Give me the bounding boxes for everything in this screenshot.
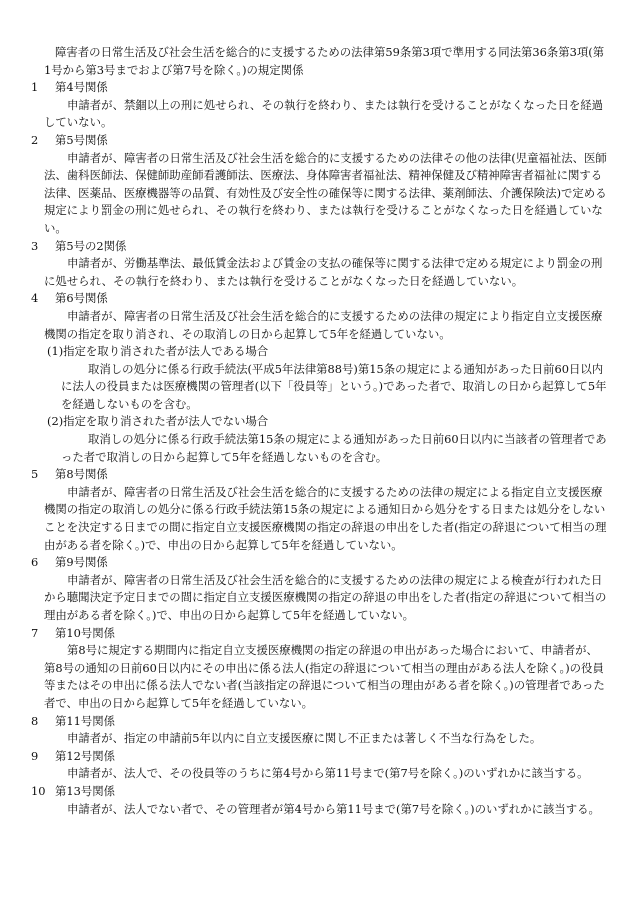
subsection-heading: (2)指定を取り消された者が法人でない場合	[47, 414, 269, 429]
section-heading	[31, 554, 608, 572]
section-title: 第11号関係	[55, 713, 116, 728]
section-heading	[31, 466, 608, 484]
section-heading	[31, 238, 608, 256]
section-number: 2	[31, 132, 39, 147]
section-body: 申請者が、法人でない者で、その管理者が第4号から第11号まで(第7号を除く。)のいずれかに該当する。	[67, 801, 600, 816]
section-body: 申請者が、障害者の日常生活及び社会生活を総合的に支援するための法律その他の法律(児童福祉法、医師法、歯科医師法、保健師助産師看護師法、医療法、身体障害者福祉法、精神保健及び精神障害者福祉に関する法律、医薬品、医療機器等の品質、有効性及び安全性の確保等に関する法律、薬剤師法、介護保険法)で定める規定により罰金の刑に処せられ、その執行を終わり、または執行を受けることがなくなった日を経過していない。	[44, 150, 607, 235]
section-1	[31, 79, 608, 132]
section-heading	[31, 783, 608, 801]
section-heading	[31, 625, 608, 643]
section-body: 申請者が、禁錮以上の刑に処せられ、その執行を終わり、または執行を受けることがなくなった日を経過していない。	[44, 97, 604, 130]
sections-list	[31, 79, 608, 818]
section-heading	[31, 79, 608, 97]
section-number: 10	[31, 783, 46, 798]
section-title: 第8号関係	[55, 467, 108, 482]
subsection-body: 取消しの処分に係る行政手続法第15条の規定による通知があった日前60日以内に当該者の管理者であった者で取消しの日から起算して5年を経過しないものを含む。	[61, 432, 607, 464]
section-number: 8	[31, 713, 39, 728]
section-title: 第5号関係	[55, 132, 108, 147]
section-body: 申請者が、障害者の日常生活及び社会生活を総合的に支援するための法律の規定による指定自立支援医療機関の指定の取消しの処分に係る行政手続法第15条の規定による通知日から処分をする日または処分をしないことを決定する日までの間に指定自立支援医療機関の指定の辞退の申出をした者(指定の辞退について相当の理由がある者を除く。)で、申出の日から起算して5年を経過していない。	[44, 484, 607, 552]
section-7	[31, 625, 608, 713]
section-number: 5	[31, 467, 39, 482]
intro-paragraph: 障害者の日常生活及び社会生活を総合的に支援するための法律第59条第3項で準用する同法第36条第3項(第1号から第3号までおよび第7号を除く。)の規定関係	[44, 45, 605, 77]
section-4	[31, 290, 608, 466]
section-title: 第6号関係	[55, 291, 108, 306]
section-number: 3	[31, 238, 39, 253]
subsection-heading: (1)指定を取り消された者が法人である場合	[47, 344, 269, 359]
section-heading	[31, 290, 608, 308]
section-number: 9	[31, 748, 39, 763]
section-5	[31, 466, 608, 554]
section-title: 第5号の2関係	[55, 238, 127, 253]
section-2	[31, 132, 608, 238]
section-body: 申請者が、障害者の日常生活及び社会生活を総合的に支援するための法律の規定により指定自立支援医療機関の指定を取り消され、その取消しの日から起算して5年を経過していない。	[44, 308, 603, 341]
section-title: 第4号関係	[55, 80, 108, 95]
section-heading	[31, 713, 608, 731]
section-title: 第10号関係	[55, 625, 116, 640]
section-number: 4	[31, 291, 39, 306]
section-number: 7	[31, 625, 39, 640]
section-body: 申請者が、法人で、その役員等のうちに第4号から第11号まで(第7号を除く。)のいずれかに該当する。	[67, 766, 589, 781]
section-heading	[31, 748, 608, 766]
section-10	[31, 783, 608, 818]
section-title: 第12号関係	[55, 748, 116, 763]
section-6	[31, 554, 608, 624]
section-heading	[31, 132, 608, 150]
section-3	[31, 238, 608, 291]
section-title: 第13号関係	[55, 783, 116, 798]
section-9	[31, 748, 608, 783]
section-body: 申請者が、労働基準法、最低賃金法および賃金の支払の確保等に関する法律で定める規定により罰金の刑に処せられ、その執行を終わり、または執行を受けることがなくなった日を経過していない。	[44, 256, 603, 288]
section-number: 6	[31, 555, 39, 570]
section-body: 第8号に規定する期間内に指定自立支援医療機関の指定の辞退の申出があった場合において、申請者が、第8号の通知の日前60日以内にその申出に係る法人(指定の辞退について相当の理由がある法人を除く。)の役員等またはその申出に係る法人でない者(当該指定の辞退について相当の理由がある者を除く。)の管理者であった者で、申出の日から起算して5年を経過していない。	[44, 643, 605, 710]
section-body: 申請者が、障害者の日常生活及び社会生活を総合的に支援するための法律の規定による検査が行われた日から聴聞決定予定日までの間に指定自立支援医療機関の指定の辞退の申出をした者(指定の辞退について相当の理由がある者を除く。)で、申出の日から起算して5年を経過していない。	[44, 572, 607, 622]
section-8	[31, 713, 608, 748]
section-number: 1	[31, 80, 39, 95]
subsection-body: 取消しの処分に係る行政手続法(平成5年法律第88号)第15条の規定による通知があった日前60日以内に法人の役員または医療機関の管理者(以下「役員等」という。)であった者で、取消しの日から起算して5年を経過しないものを含む。	[61, 361, 607, 411]
section-title: 第9号関係	[55, 555, 108, 570]
section-body: 申請者が、指定の申請前5年以内に自立支援医療に関し不正または著しく不当な行為をした。	[67, 731, 542, 746]
